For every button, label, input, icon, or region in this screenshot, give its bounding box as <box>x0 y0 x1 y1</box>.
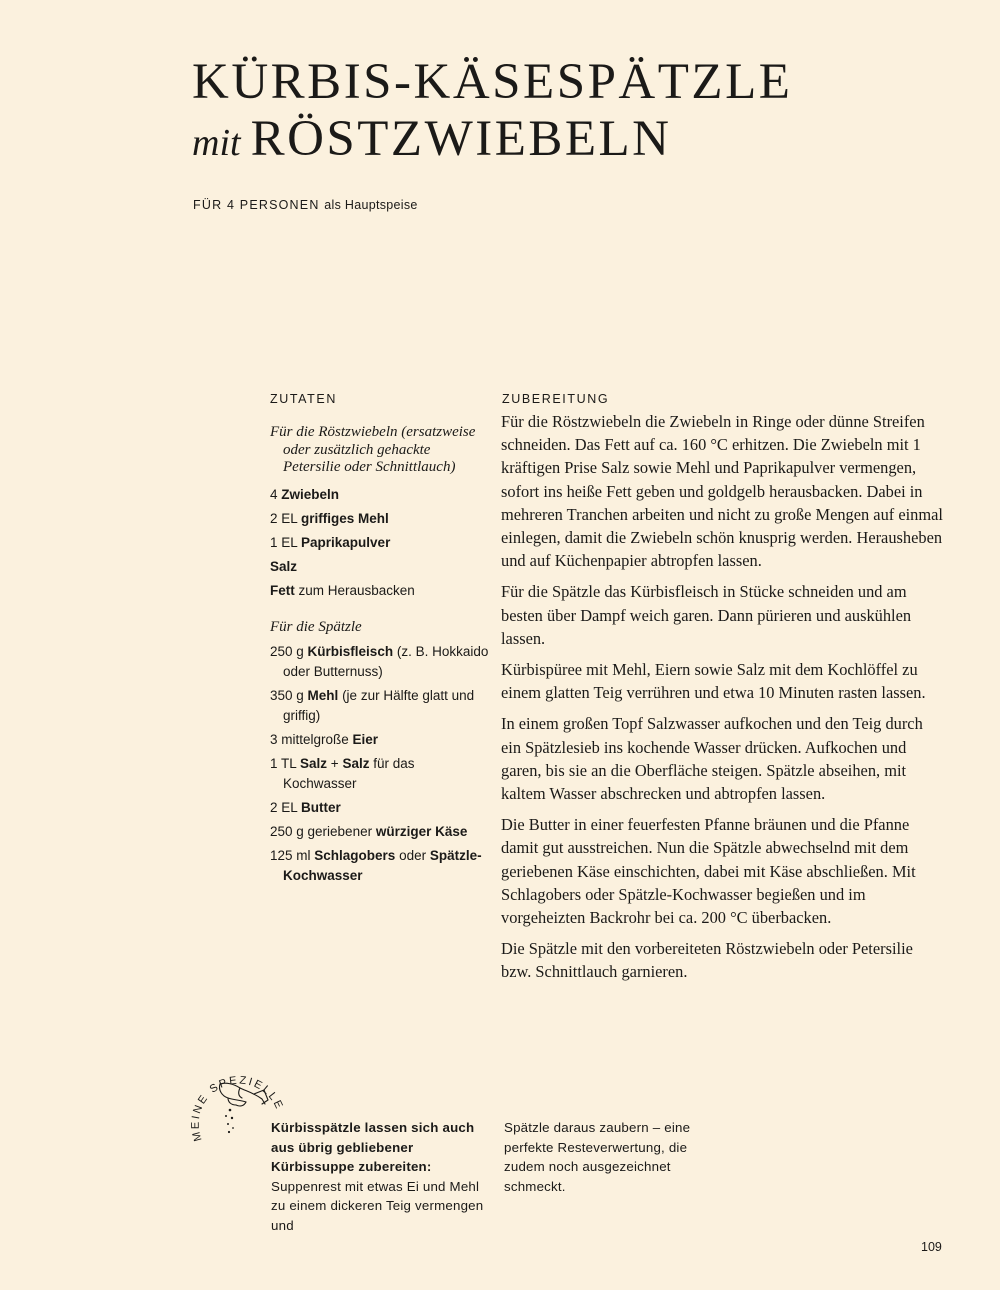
ingredient-item <box>270 557 490 577</box>
servings-info <box>193 198 418 212</box>
ingredients-heading: ZUTATEN <box>270 392 337 406</box>
ingredient-name: Eier <box>352 732 379 747</box>
title-line-1: KÜRBIS-KÄSESPÄTZLE <box>192 54 793 110</box>
method-paragraph: Die Spätzle mit den vorbereiteten Röstzwiebeln oder Petersilie bzw. Schnittlauch garnieren. <box>501 939 913 982</box>
ingredient-item <box>270 754 490 794</box>
ingredient-item <box>270 642 490 682</box>
tips-badge-text: MEINE SPEZIELLE <box>189 1074 286 1143</box>
method-paragraph: In einem großen Topf Salzwasser aufkochen und den Teig durch ein Spätzlesieb ins kochende Wasser drücken. Aufkochen und garen, bis sie an die Oberfläche steigen. Spätzle abseihen, mit kaltem Wasser abschrecken und abtropfen lassen. <box>501 714 923 804</box>
ingredient-name: Fett <box>270 582 295 598</box>
ingredient-note: + <box>327 756 343 771</box>
ingredient-group-roestzwiebeln <box>270 485 490 601</box>
ingredient-amount: 350 g <box>270 688 308 703</box>
method-paragraph: Die Butter in einer feuerfesten Pfanne bräunen und die Pfanne damit gut ausstreichen. Nun die Spätzle abwechselnd mit dem geriebenen Käse einschichten, dabei mit Käse abschließen. Mit Schlagobers oder Spätzle-Kochwasser begießen und im vorgeheizten Backrohr bei ca. 200 °C überbacken. <box>501 815 916 928</box>
ingredient-name: Salz <box>270 558 298 574</box>
ingredient-name: würziger Käse <box>375 824 468 839</box>
method-paragraph: Für die Röstzwiebeln die Zwiebeln in Ringe oder dünne Streifen schneiden. Das Fett auf ca. 160 °C erhitzen. Die Zwiebeln mit 1 kräftigen Prise Salz sowie Mehl und Paprikapulver vermengen, sofort ins heiße Fett geben und goldgelb herausbacken. Dabei in mehreren Tranchen arbeiten und nicht zu große Mengen auf einmal einlegen, damit die Zwiebeln schön knusprig werden. Herausheben und auf Küchenpapier abtropfen lassen. <box>501 412 943 571</box>
ingredient-amount: 1 EL <box>270 534 302 550</box>
method-text <box>501 410 946 992</box>
ingredient-note: für das Kochwasser <box>283 756 415 791</box>
servings-sub: als Hauptspeise <box>324 198 418 212</box>
ingredient-note: zum Herausbacken <box>294 582 415 598</box>
ingredient-note: oder <box>395 848 430 863</box>
ingredient-amount: 250 g geriebener <box>270 824 376 839</box>
tips-bold-text: Kürbisspätzle lassen sich auch aus übrig gebliebener Kürbissuppe zubereiten: <box>271 1120 475 1175</box>
page-number: 109 <box>921 1240 942 1254</box>
ingredient-group-title-roestzwiebeln: Für die Röstzwiebeln (ersatzweise oder zusätzlich gehackte Petersilie oder Schnittlauch) <box>270 424 476 475</box>
ingredient-name: griffiges Mehl <box>301 510 389 526</box>
ingredient-name: Zwiebeln <box>281 486 340 502</box>
title-line-2-text: RÖSTZWIEBELN <box>250 111 672 167</box>
ingredient-item <box>270 730 490 750</box>
ingredient-item <box>270 533 490 553</box>
recipe-title <box>192 54 792 172</box>
ingredient-name: Schlagobers <box>314 848 396 863</box>
ingredient-item <box>270 686 490 726</box>
ingredient-group-title-spaetzle: Für die Spätzle <box>270 618 362 635</box>
method-paragraph: Für die Spätzle das Kürbisfleisch in Stücke schneiden und am besten über Dampf weich garen. Dann pürieren und auskühlen lassen. <box>501 582 912 648</box>
ingredient-name: Mehl <box>307 688 339 703</box>
title-line-2 <box>192 111 792 172</box>
ingredient-name: Salz <box>300 756 328 771</box>
tips-text-1: Suppenrest mit etwas Ei und Mehl zu einem dickeren Teig vermengen und <box>271 1178 484 1233</box>
ingredient-item <box>270 822 490 842</box>
ingredient-amount: 3 mittelgroße <box>270 732 353 747</box>
ingredient-amount: 2 EL <box>270 510 302 526</box>
tips-column-1 <box>271 1118 486 1236</box>
method-paragraph: Kürbispüree mit Mehl, Eiern sowie Salz mit dem Kochlöffel zu einem glatten Teig verrühren und etwa 10 Minuten rasten lassen. <box>501 660 926 703</box>
servings-main: FÜR 4 PERSONEN <box>193 198 320 212</box>
ingredient-amount: 125 ml <box>270 848 315 863</box>
ingredient-name: Kürbisfleisch <box>307 644 394 659</box>
ingredient-item <box>270 581 490 601</box>
ingredient-item <box>270 485 490 505</box>
ingredient-amount: 4 <box>270 486 282 502</box>
ingredient-name: Butter <box>301 800 341 815</box>
ingredient-item <box>270 846 490 886</box>
ingredient-item <box>270 509 490 529</box>
ingredient-name: Salz <box>342 756 370 771</box>
ingredient-note: (z. B. Hokkaido oder Butternuss) <box>283 644 489 679</box>
ingredients-list <box>270 424 490 890</box>
tips-column-2: Spätzle daraus zaubern – eine perfekte Resteverwertung, die zudem noch ausgezeichnet schmeckt. <box>504 1120 691 1194</box>
hand-sprinkling-icon <box>168 1044 288 1154</box>
ingredient-item <box>270 798 490 818</box>
ingredient-name: Paprikapulver <box>301 534 391 550</box>
ingredient-amount: 250 g <box>270 644 308 659</box>
ingredient-name: Spätzle-Kochwasser <box>283 848 482 883</box>
ingredient-amount: 2 EL <box>270 800 302 815</box>
title-mit: mit <box>192 122 241 164</box>
ingredient-note: (je zur Hälfte glatt und griffig) <box>283 688 475 723</box>
ingredient-group-spaetzle <box>270 642 490 886</box>
tips-badge <box>168 1044 288 1154</box>
ingredient-amount: 1 TL <box>270 756 301 771</box>
method-heading: ZUBEREITUNG <box>502 392 610 406</box>
